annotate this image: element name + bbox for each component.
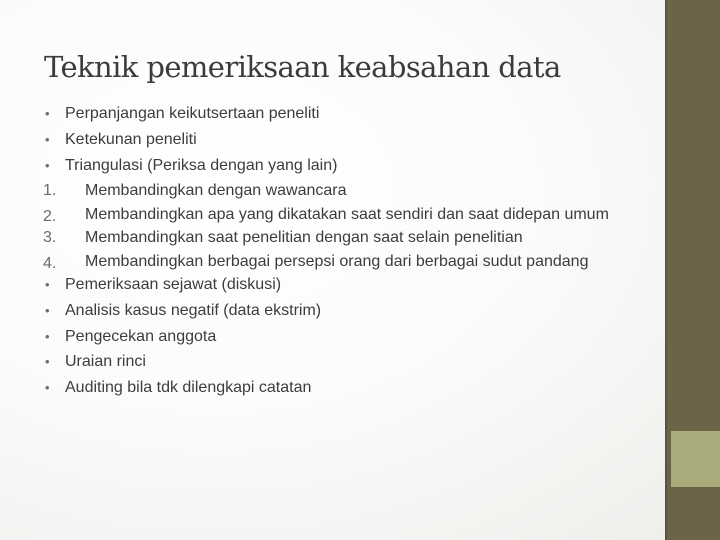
list-item-pengecekan <box>43 324 653 350</box>
number-marker: 3. <box>43 229 57 247</box>
slide-content <box>43 101 653 401</box>
list-item-text: Auditing bila tdk dilengkapi catatan <box>65 379 312 397</box>
bullet-marker: • <box>45 328 50 344</box>
list-item-perpanjangan <box>43 101 653 127</box>
number-marker: 2. <box>43 208 57 226</box>
list-item-text: Perpanjangan keikutsertaan peneliti <box>65 105 320 122</box>
list-item-text: Uraian rinci <box>65 353 146 371</box>
list-item-uraian <box>43 349 653 375</box>
list-item-numbered-1 <box>43 178 653 204</box>
list-item-text: Membandingkan apa yang dikatakan saat sendiri dan saat didepan umum <box>85 206 609 224</box>
side-accent-block <box>671 431 720 487</box>
list-item-text: Pemeriksaan sejawat (diskusi) <box>65 275 282 293</box>
list-item-numbered-4 <box>43 251 653 272</box>
list-item-numbered-3 <box>43 225 653 251</box>
list-item-auditing <box>43 375 653 401</box>
bullet-marker: • <box>45 302 50 318</box>
bullet-marker: • <box>45 131 50 147</box>
number-marker: 4. <box>43 254 57 272</box>
list-item-text: Pengecekan anggota <box>65 327 217 345</box>
list-item-analisis-kasus <box>43 298 653 324</box>
bullet-marker: • <box>45 380 50 396</box>
side-strip <box>665 0 720 540</box>
list-item-ketekunan <box>43 127 653 153</box>
list-item-numbered-2 <box>43 204 653 225</box>
list-item-text: Membandingkan dengan wawancara <box>85 182 347 200</box>
list-item-text: Analisis kasus negatif (data ekstrim) <box>65 301 322 319</box>
list-item-text: Membandingkan saat penelitian dengan saat selain penelitian <box>85 229 523 247</box>
bullet-marker: • <box>45 354 50 370</box>
bullet-marker: • <box>45 106 50 121</box>
number-marker: 1. <box>43 182 57 200</box>
list-item-text: Ketekunan peneliti <box>65 130 197 148</box>
list-item-text: Triangulasi (Periksa dengan yang lain) <box>65 156 338 174</box>
slide-title: Teknik pemeriksaan keabsahan data <box>44 50 561 84</box>
side-strip-edge <box>665 0 667 540</box>
list-item-pemeriksaan-sejawat <box>43 272 653 298</box>
bullet-marker: • <box>45 276 50 292</box>
list-item-triangulasi <box>43 153 653 179</box>
bullet-marker: • <box>45 157 50 173</box>
list-item-text: Membandingkan berbagai persepsi orang dari berbagai sudut pandang <box>85 252 589 270</box>
